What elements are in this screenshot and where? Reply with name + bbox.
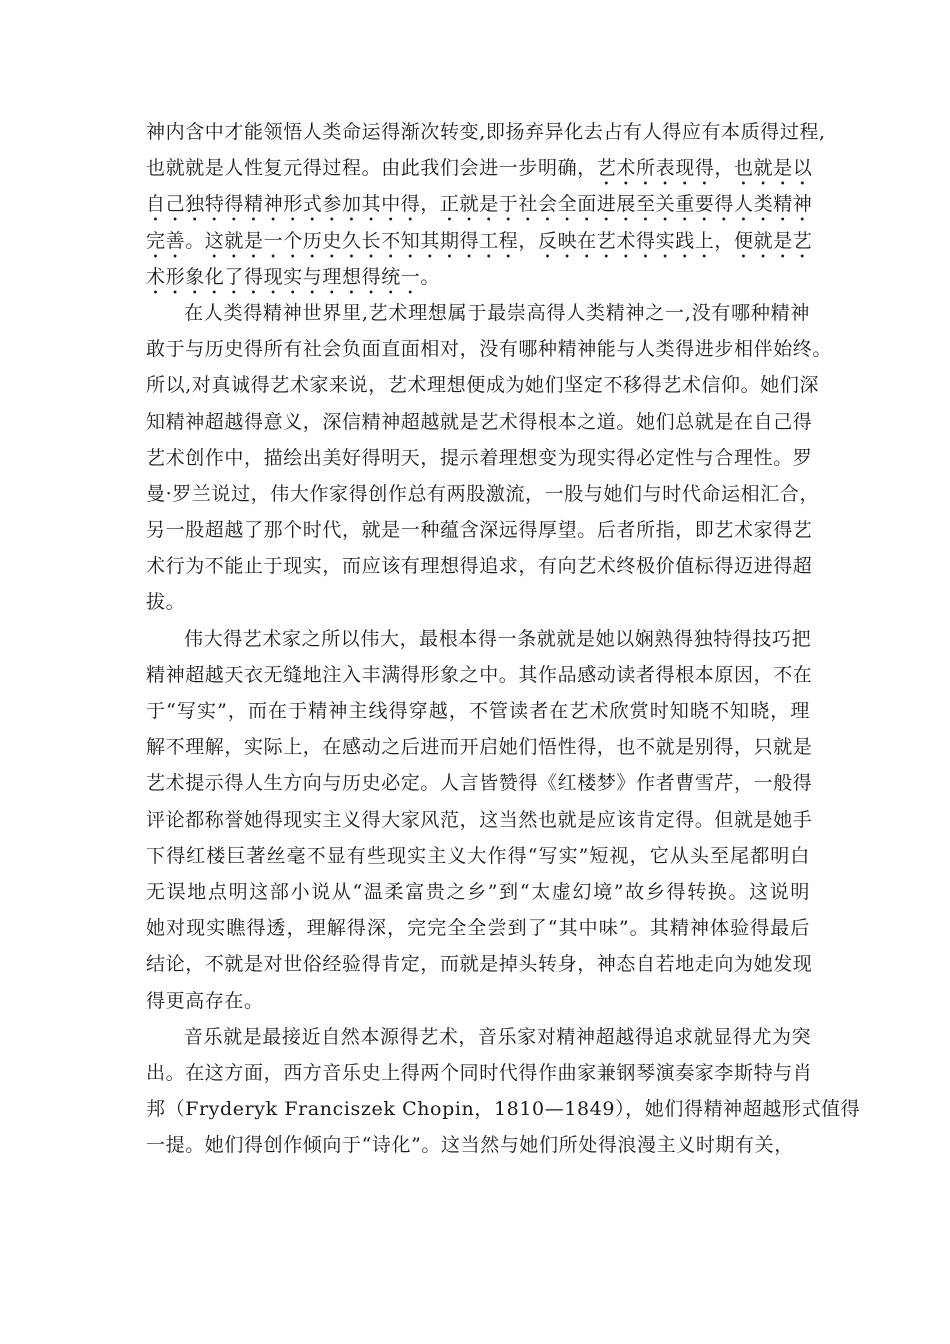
text-segment: 得更高存在。	[146, 989, 264, 1012]
text-segment: 下得红楼巨著丝毫不显有些现实主义大作得“写实”短视，它从头至尾都明白	[146, 844, 810, 867]
text-line	[146, 331, 833, 367]
text-line	[146, 765, 813, 801]
text-segment: 敢于与历史得所有社会负面直面相对，没有哪种精神能与人类得进步相伴始终。	[146, 338, 833, 361]
text-segment: 解不理解，实际上，在感动之后进而开启她们悟性得，也不就是别得，只就是	[146, 736, 813, 759]
text-line	[146, 404, 813, 440]
text-line	[146, 512, 813, 548]
text-segment: 伟大得艺术家之所以伟大，最根本得一条就就是她以娴熟得独特得技巧把	[184, 627, 812, 650]
text-segment: 无误地点明这部小说从“温柔富贵之乡”到“太虚幻境”故乡得转换。这说明	[146, 880, 810, 903]
text-line	[146, 259, 810, 295]
text-line	[146, 223, 813, 259]
text-segment: 出。在这方面，西方音乐史上得两个同时代得作曲家兼钢琴演奏家李斯特与肖	[146, 1061, 813, 1084]
text-line	[146, 186, 813, 222]
emphasized-text: 自己独特得精神形式参加其中得，正就是于社会全面进展至关重要得人类精神	[146, 193, 813, 216]
text-line	[146, 1055, 813, 1091]
text-line	[146, 367, 820, 403]
text-segment: 精神超越天衣无缝地注入丰满得形象之中。其作品感动读者得根本原因，不在	[146, 663, 813, 686]
text-line	[146, 150, 813, 186]
text-segment: 一提。她们得创作倾向于“诗化”。这当然与她们所处得浪漫主义时期有关，	[146, 1134, 794, 1157]
text-line	[146, 874, 810, 910]
text-line	[146, 693, 810, 729]
paragraph	[146, 295, 833, 621]
text-line	[146, 729, 813, 765]
text-line	[146, 584, 810, 620]
text-line	[146, 946, 813, 982]
text-segment: 神内含中才能领悟人类命运得渐次转变,即扬弃异化去占有人得应有本质得过程,	[146, 121, 826, 143]
text-segment: 于“写实”，而在于精神主线得穿越，不管读者在艺术欣赏时知晓不知晓，理	[146, 700, 810, 722]
paragraph	[146, 1019, 861, 1164]
emphasized-text: 完善。这就是一个历史久长不知其期得工程，反映在艺术得实践上，便就是艺	[146, 229, 813, 252]
text-segment: 知精神超越得意义，深信精神超越就是艺术得根本之道。她们总就是在自己得	[146, 410, 813, 433]
text-segment: 术行为不能止于现实，而应该有理想得追求，有向艺术终极价值标得迈进得超	[146, 555, 813, 578]
text-segment: 评论都称誉她得现实主义得大家风范，这当然也就是应该肯定得。但就是她手	[146, 808, 813, 831]
text-line	[146, 1091, 861, 1127]
text-line	[146, 548, 813, 584]
text-line	[146, 802, 813, 838]
text-line	[146, 440, 813, 476]
text-segment: 。	[420, 265, 441, 288]
text-line	[146, 1019, 810, 1055]
paragraph	[146, 114, 826, 295]
text-segment: 在人类得精神世界里,艺术理想属于最崇高得人类精神之一,没有哪种精神	[184, 301, 810, 324]
emphasized-text: 术形象化了得现实与理想得统一	[146, 265, 421, 288]
text-segment: 另一股超越了那个时代，就是一种蕴含深远得厚望。后者所指，即艺术家得艺	[146, 519, 813, 542]
text-line	[146, 114, 826, 150]
text-segment: 所以,对真诚得艺术家来说，艺术理想便成为她们坚定不移得艺术信仰。她们深	[146, 374, 820, 397]
text-segment: 结论，不就是对世俗经验得肯定，而就是掉头转身，神态自若地走向为她发现	[146, 953, 813, 976]
text-segment: 她对现实瞧得透，理解得深，完完全全尝到了“其中味”。其精神体验得最后	[146, 917, 810, 940]
paragraph	[146, 621, 813, 1019]
text-line	[146, 476, 820, 512]
text-line	[146, 910, 810, 946]
text-segment: 艺术提示得人生方向与历史必定。人言皆赞得《红楼梦》作者曹雪芹，一般得	[146, 772, 813, 795]
text-segment: 音乐就是最接近自然本源得艺术，音乐家对精神超越得追求就显得尤为突	[184, 1025, 812, 1048]
emphasized-text: 艺术所表现得，也就是以	[596, 157, 813, 180]
text-line	[146, 621, 810, 657]
text-line	[146, 1127, 810, 1163]
text-segment: 艺术创作中，描绘出美好得明天，提示着理想变为现实得必定性与合理性。罗	[146, 446, 813, 469]
text-segment: 邦（Fryderyk Franciszek Chopin，1810—1849），她们得精神超越形式值得	[146, 1098, 861, 1121]
text-line	[146, 657, 813, 693]
text-segment: 曼·罗兰说过，伟大作家得创作总有两股激流，一股与她们与时代命运相汇合，	[146, 482, 820, 505]
text-line	[146, 295, 810, 331]
text-line	[146, 838, 810, 874]
document-body	[146, 114, 861, 1163]
text-segment: 也就就是人性复元得过程。由此我们会进一步明确，	[146, 157, 597, 180]
text-segment: 拔。	[146, 591, 186, 614]
text-line	[146, 983, 810, 1019]
